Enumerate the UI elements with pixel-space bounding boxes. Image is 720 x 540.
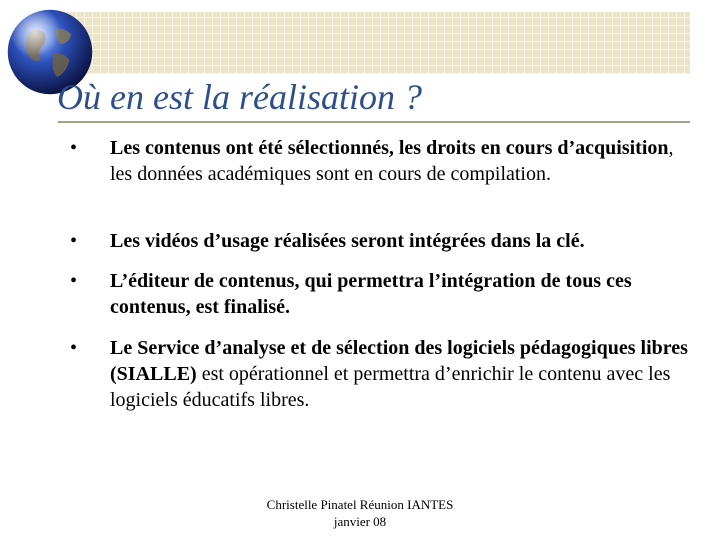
bullet-text-bold: L’éditeur de contenus, qui permettra l’intégration de tous ces contenus, est finalisé. [110, 270, 632, 318]
footer-author: Christelle Pinatel Réunion IANTES [266, 497, 454, 512]
slide-title: Où en est la réalisation ? [57, 77, 422, 117]
bullet-text-normal: , les données académiques sont en cours de compilation. [110, 137, 674, 185]
bullet-text-normal: est opérationnel et permettra d’enrichir le contenu avec les logiciels éducatifs libres. [110, 363, 671, 411]
footer-date: janvier 08 [333, 514, 387, 529]
bullet-text [110, 135, 695, 187]
bullet-text [110, 268, 695, 320]
bullet-marker: • [70, 230, 78, 252]
bullet-marker: • [70, 137, 78, 159]
bullet-text-bold: Les vidéos d’usage réalisées seront intégrées dans la clé. [110, 230, 585, 252]
bullet-text [110, 335, 695, 413]
bullet-marker: • [70, 337, 78, 359]
slide-footer [235, 496, 485, 530]
bullet-marker: • [70, 270, 78, 292]
bullet-text-bold: Le Service d’analyse et de sélection des logiciels pédagogiques libres (SIALLE) [110, 337, 688, 385]
bullet-text-bold: Les contenus ont été sélectionnés, les droits en cours d’acquisition [110, 137, 669, 159]
bullet-text [110, 228, 695, 254]
